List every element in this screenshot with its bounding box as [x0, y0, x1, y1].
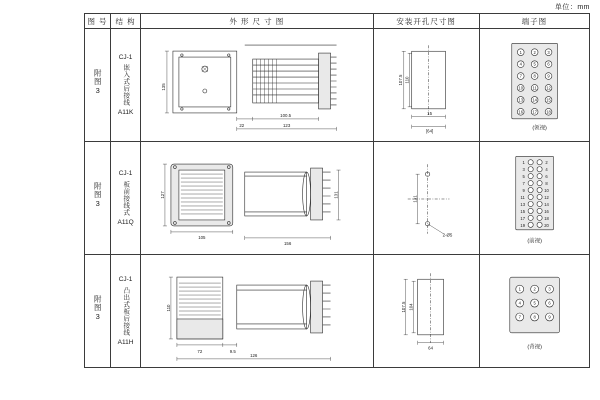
svg-text:12: 12: [545, 85, 551, 91]
svg-text:8: 8: [533, 314, 536, 320]
structure-desc-1: 嵌入式后接线: [122, 64, 130, 106]
svg-text:11: 11: [532, 85, 537, 91]
header-terminal: 端子图: [479, 14, 589, 29]
fig-no-label-1: 附图3: [93, 69, 103, 96]
cell-structure-2: [111, 142, 141, 255]
dim-127: 127: [160, 191, 166, 199]
structure-desc-3: 凸出式板后接线: [122, 286, 130, 336]
structure-code-3: A11H: [117, 338, 134, 346]
svg-text:17: 17: [520, 215, 525, 221]
svg-text:9: 9: [548, 314, 551, 320]
svg-text:18: 18: [543, 215, 549, 221]
dim-123: 123: [283, 122, 291, 128]
terminal-drawing-1: [480, 29, 589, 141]
cell-terminal-2: [479, 142, 589, 255]
terminal-view-label-3: (背视): [527, 344, 542, 351]
dim-64: [64]: [425, 128, 433, 134]
svg-text:10: 10: [543, 188, 549, 194]
svg-text:9: 9: [522, 188, 525, 194]
terminal-view-label-2: (前视): [527, 238, 542, 245]
outline-drawing-1: [141, 29, 372, 141]
cell-hole-1: [373, 29, 479, 142]
svg-text:3: 3: [547, 49, 550, 55]
cell-hole-3: [373, 255, 479, 368]
dim-110-3: 110: [166, 304, 172, 312]
header-hole: 安装开孔尺寸图: [373, 14, 479, 29]
structure-model-3: CJ-1: [118, 276, 133, 284]
cell-terminal-3: [479, 255, 589, 368]
terminal-drawing-2: [480, 142, 589, 254]
structure-desc-2: 板前接线式: [122, 180, 130, 216]
dim-135: 135: [161, 83, 167, 91]
svg-text:4: 4: [518, 300, 521, 306]
structure-code-2: A11Q: [117, 218, 134, 226]
svg-text:1: 1: [518, 286, 521, 292]
dim-64-3: 64: [427, 345, 433, 351]
dim-100-5: 100.5: [280, 112, 292, 118]
hole-drawing-3: [374, 255, 479, 367]
cell-terminal-1: [479, 29, 589, 142]
svg-text:1: 1: [519, 49, 522, 55]
svg-text:15: 15: [545, 97, 551, 103]
svg-text:15: 15: [520, 208, 525, 214]
svg-text:4: 4: [519, 61, 522, 67]
structure-code-1: A11K: [117, 109, 134, 116]
svg-text:6: 6: [545, 174, 548, 180]
table-header-row: [85, 14, 590, 29]
hole-drawing-1: [374, 29, 479, 141]
svg-text:17: 17: [532, 109, 537, 115]
svg-text:5: 5: [533, 300, 536, 306]
svg-text:7: 7: [522, 181, 525, 187]
fig-no-label-2: 附图3: [93, 182, 103, 209]
svg-text:8: 8: [545, 181, 548, 187]
dim-126: 126: [250, 352, 258, 358]
dim-110: 110: [404, 76, 410, 84]
header-fig-no: 图 号: [85, 14, 111, 29]
cell-fig-no-2: [85, 142, 111, 255]
cell-structure-3: [111, 255, 141, 368]
header-outline: 外 形 尺 寸 图: [141, 14, 373, 29]
svg-text:3: 3: [548, 286, 551, 292]
dim-9-5: 9.5: [229, 348, 236, 354]
svg-text:7: 7: [518, 314, 521, 320]
svg-text:2: 2: [545, 160, 548, 166]
svg-text:1: 1: [522, 160, 525, 166]
dim-105: 105: [198, 234, 206, 240]
dim-131-hole: 131: [412, 195, 418, 203]
svg-text:14: 14: [532, 97, 537, 103]
table-row: [85, 29, 590, 142]
dim-72: 72: [197, 348, 203, 354]
dim-15: 15: [426, 110, 432, 116]
cell-outline-2: [141, 142, 373, 255]
cell-fig-no-1: [85, 29, 111, 142]
dim-104: 104: [408, 303, 414, 311]
svg-text:3: 3: [522, 167, 525, 173]
svg-text:19: 19: [520, 222, 525, 228]
table-row: [85, 142, 590, 255]
svg-text:2: 2: [533, 49, 536, 55]
cell-outline-1: [141, 29, 373, 142]
cell-fig-no-3: [85, 255, 111, 368]
dim-156: 156: [284, 240, 292, 246]
svg-text:2: 2: [533, 286, 536, 292]
cell-hole-2: [373, 142, 479, 255]
svg-text:14: 14: [543, 201, 549, 207]
svg-text:6: 6: [547, 61, 550, 67]
svg-text:7: 7: [519, 73, 522, 79]
svg-text:13: 13: [518, 97, 523, 103]
svg-text:6: 6: [548, 300, 551, 306]
cell-structure-1: [111, 29, 141, 142]
terminal-view-label-1: (领视): [532, 125, 547, 132]
svg-text:16: 16: [518, 109, 523, 115]
structure-model-1: CJ-1: [118, 53, 133, 61]
svg-text:11: 11: [520, 194, 525, 200]
spec-table: [84, 13, 590, 368]
dim-131: 131: [333, 191, 339, 199]
fig-no-label-3: 附图3: [93, 295, 103, 322]
dim-107-5: 107.5: [397, 74, 403, 86]
svg-text:4: 4: [545, 167, 548, 173]
hole-drawing-2: [374, 142, 479, 254]
svg-text:10: 10: [518, 85, 523, 91]
table-row: [85, 255, 590, 368]
terminal-drawing-3: [480, 255, 589, 367]
dim-22: 22: [239, 122, 245, 128]
svg-text:13: 13: [520, 201, 525, 207]
svg-text:5: 5: [522, 174, 525, 180]
outline-drawing-3: [141, 255, 372, 367]
dim-107-5-3: 107.5: [400, 301, 406, 313]
structure-model-2: CJ-1: [118, 170, 133, 178]
svg-text:5: 5: [533, 61, 536, 67]
svg-text:16: 16: [543, 208, 549, 214]
svg-text:9: 9: [547, 73, 550, 79]
outline-drawing-2: [141, 142, 372, 254]
svg-text:18: 18: [545, 109, 551, 115]
header-structure: 结 构: [111, 14, 141, 29]
dim-2-phi-5: 2-Ø5: [442, 232, 452, 238]
cell-outline-3: [141, 255, 373, 368]
svg-text:20: 20: [543, 222, 549, 228]
unit-note: 单位：mm: [554, 4, 590, 11]
svg-text:8: 8: [533, 73, 536, 79]
svg-text:12: 12: [543, 194, 549, 200]
